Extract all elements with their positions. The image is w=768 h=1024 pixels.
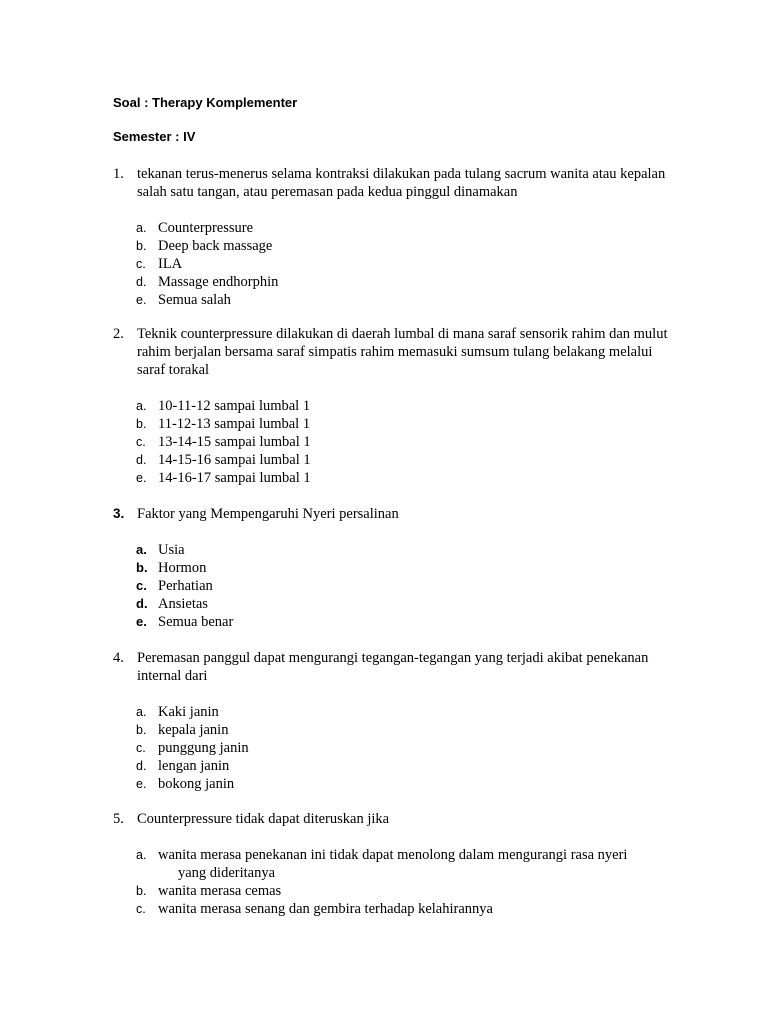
option-list (113, 219, 673, 309)
option-letter: b. (136, 884, 147, 898)
question-text: Counterpressure tidak dapat diteruskan jika (137, 811, 390, 827)
option-letter: a. (136, 542, 147, 557)
question-text: Faktor yang Mempengaruhi Nyeri persalinan (137, 506, 399, 522)
document-title: Soal : Therapy Komplementer (113, 95, 298, 110)
option-letter: b. (136, 417, 147, 431)
option-item (136, 559, 673, 577)
option-letter: a. (136, 399, 147, 413)
option-text: Semua salah (158, 292, 231, 308)
option-letter: a. (136, 848, 147, 862)
option-item (136, 541, 673, 559)
option-text: 10-11-12 sampai lumbal 1 (158, 398, 311, 414)
option-letter: e. (136, 614, 147, 629)
option-item (136, 433, 673, 451)
option-text: kepala janin (158, 722, 229, 738)
option-letter: d. (136, 453, 147, 467)
question-5 (113, 810, 673, 918)
option-letter: e. (136, 471, 147, 485)
question-2 (113, 325, 673, 487)
question-number: 1. (113, 166, 124, 182)
option-item (136, 739, 673, 757)
option-letter: b. (136, 723, 147, 737)
option-item (136, 900, 673, 918)
question-text: tekanan terus-menerus selama kontraksi dilakukan pada tulang sacrum wanita atau kepalan salah satu tangan, atau peremasan pada kedua pinggul dinamakan (137, 166, 666, 200)
option-list (113, 541, 673, 631)
option-text: Perhatian (158, 578, 213, 594)
option-item (136, 255, 673, 273)
option-letter: a. (136, 221, 147, 235)
option-letter: b. (136, 239, 147, 253)
option-item (136, 415, 673, 433)
option-letter: c. (136, 902, 146, 916)
option-text: 11-12-13 sampai lumbal 1 (158, 416, 311, 432)
option-letter: c. (136, 578, 147, 593)
option-list (113, 703, 673, 793)
question-4 (113, 649, 673, 793)
question-text: Teknik counterpressure dilakukan di daerah lumbal di mana saraf sensorik rahim dan mulut rahim berjalan bersama saraf simpatis rahim memasuki sumsum tulang belakang melalui saraf torakal (137, 326, 668, 378)
option-letter: d. (136, 759, 147, 773)
option-list (113, 846, 673, 918)
option-item (136, 595, 673, 613)
question-number: 3. (113, 506, 125, 521)
option-item (136, 451, 673, 469)
option-item (136, 703, 673, 721)
option-letter: c. (136, 435, 146, 449)
option-text: Semua benar (158, 614, 234, 630)
option-letter: b. (136, 560, 148, 575)
option-item (136, 237, 673, 255)
option-text: Deep back massage (158, 238, 273, 254)
question-1 (113, 165, 673, 309)
option-item (136, 846, 673, 882)
option-item (136, 397, 673, 415)
option-item (136, 577, 673, 595)
option-item (136, 219, 673, 237)
option-text: Counterpressure (158, 220, 254, 236)
option-text: punggung janin (158, 740, 249, 756)
option-text: 14-16-17 sampai lumbal 1 (158, 470, 311, 486)
option-text: ILA (158, 256, 183, 272)
option-text: lengan janin (158, 758, 230, 774)
option-text-continuation: yang dideritanya (178, 865, 276, 881)
option-text: wanita merasa senang dan gembira terhadap kelahirannya (158, 901, 493, 917)
question-text: Peremasan panggul dapat mengurangi tegangan-tegangan yang terjadi akibat penekanan internal dari (137, 650, 649, 684)
option-letter: e. (136, 777, 147, 791)
option-letter: e. (136, 293, 147, 307)
option-letter: c. (136, 741, 146, 755)
option-letter: d. (136, 596, 148, 611)
option-letter: a. (136, 705, 147, 719)
option-item (136, 613, 673, 631)
question-number: 2. (113, 326, 124, 342)
option-text: Massage endhorphin (158, 274, 279, 290)
option-text: wanita merasa penekanan ini tidak dapat menolong dalam mengurangi rasa nyeri (158, 847, 628, 863)
option-text-block (158, 846, 673, 882)
option-text: Hormon (158, 560, 207, 576)
option-item (136, 757, 673, 775)
option-text: Ansietas (158, 596, 208, 612)
option-text: 14-15-16 sampai lumbal 1 (158, 452, 311, 468)
option-item (136, 469, 673, 487)
option-list (113, 397, 673, 487)
option-text: bokong janin (158, 776, 235, 792)
question-number: 5. (113, 811, 124, 827)
option-item (136, 775, 673, 793)
option-text: Usia (158, 542, 185, 558)
option-text: 13-14-15 sampai lumbal 1 (158, 434, 311, 450)
option-letter: c. (136, 257, 146, 271)
option-text: Kaki janin (158, 704, 219, 720)
option-item (136, 273, 673, 291)
semester-label: Semester : IV (113, 129, 196, 144)
option-item (136, 721, 673, 739)
question-3 (113, 505, 673, 631)
option-letter: d. (136, 275, 147, 289)
option-item (136, 882, 673, 900)
option-text: wanita merasa cemas (158, 883, 282, 899)
question-number: 4. (113, 650, 124, 666)
option-item (136, 291, 673, 309)
